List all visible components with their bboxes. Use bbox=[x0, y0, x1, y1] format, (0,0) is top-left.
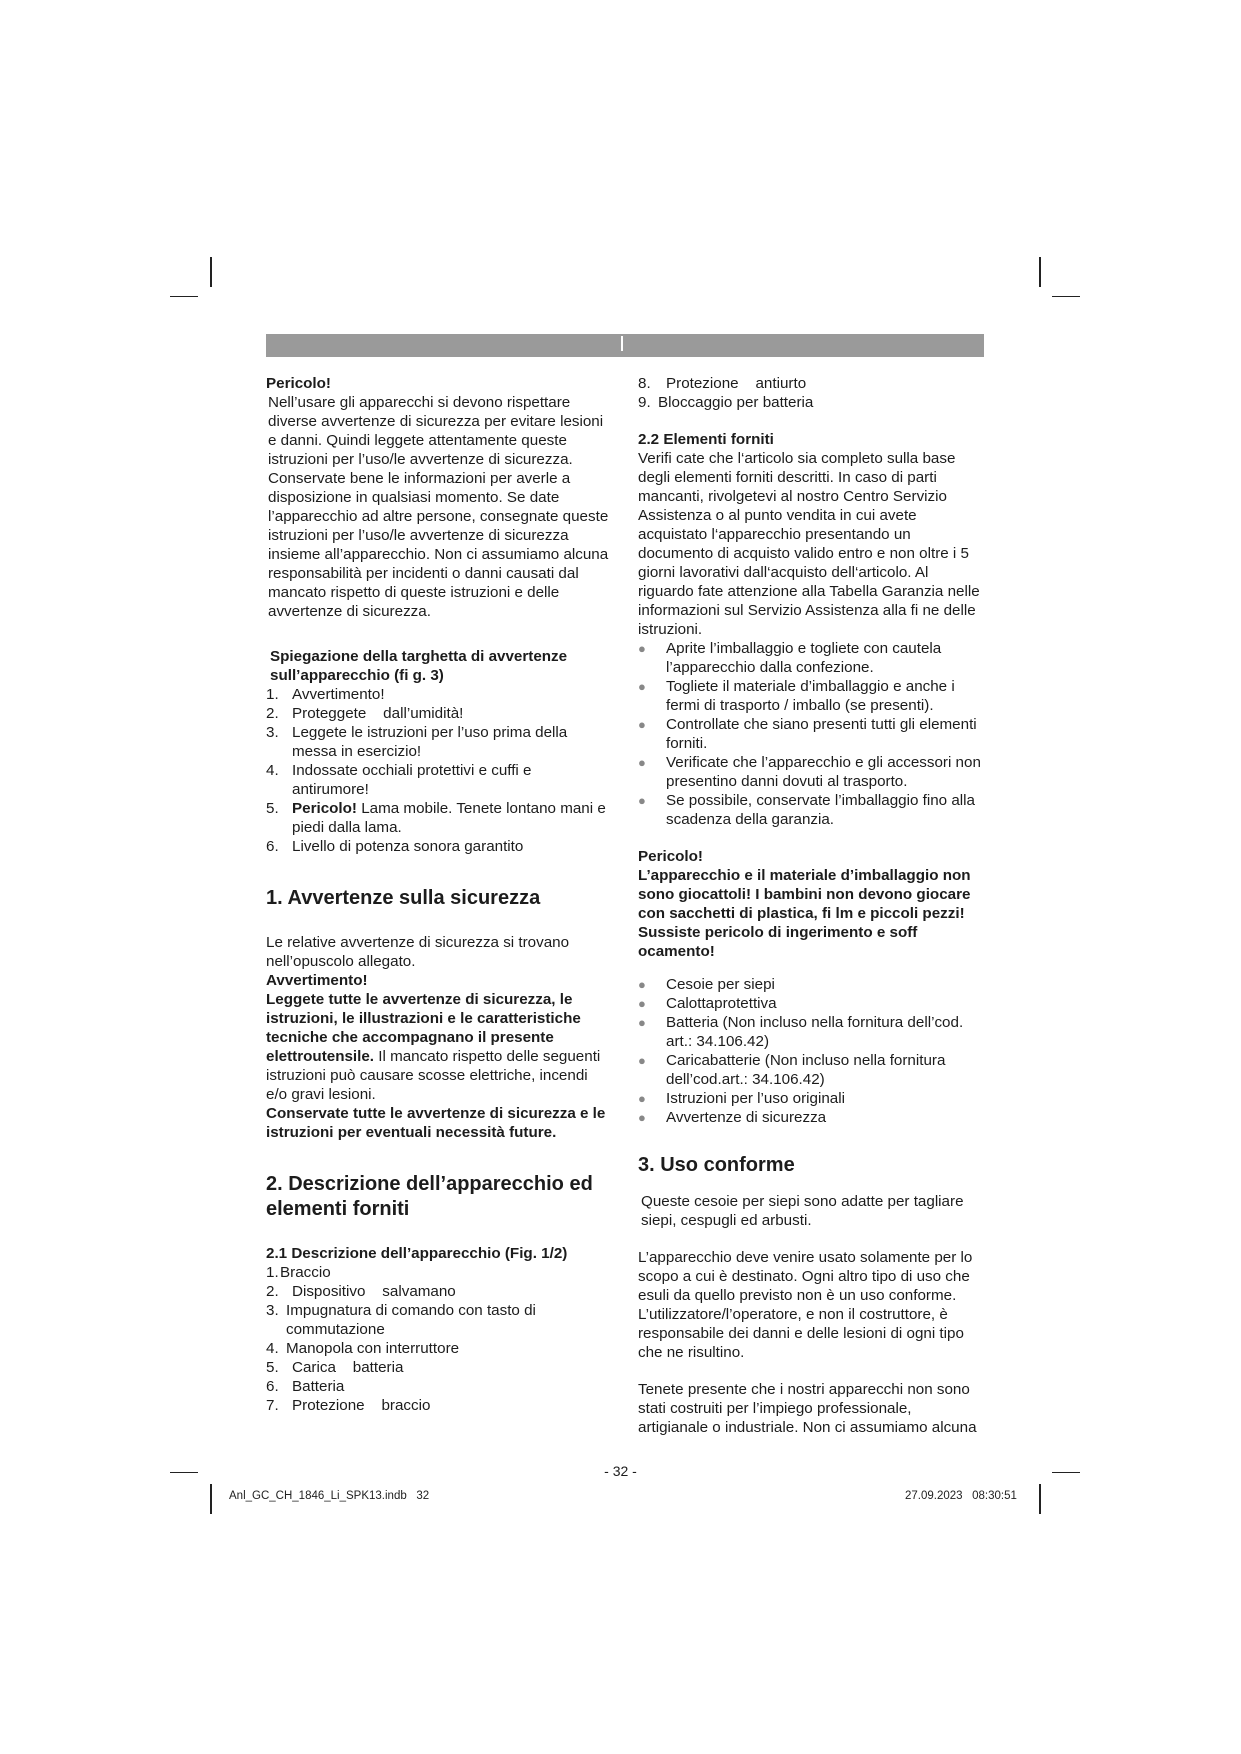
bullet-icon: ● bbox=[638, 679, 646, 694]
list-item: 6. Batteria bbox=[266, 1378, 345, 1395]
warning-paragraph: Leggete tutte le avvertenze di sicurezza, le istruzioni, le illustrazioni e le caratteristiche tecniche che accompagnano il presente elettroutensile. Il mancato rispetto delle seguenti istruzioni può causare scosse elettriche, incendi e/o gravi lesioni. bbox=[266, 991, 601, 1103]
language-marker bbox=[621, 336, 623, 351]
section-2-title: 2. Descrizione dell’apparecchio ed elementi forniti bbox=[266, 1173, 593, 1220]
crop-mark bbox=[1039, 1484, 1041, 1514]
bullet-icon: ● bbox=[638, 641, 646, 656]
bullet-icon: ● bbox=[638, 755, 646, 770]
list-item: 4. Manopola con interruttore bbox=[266, 1340, 460, 1357]
bullet-icon: ● bbox=[638, 717, 646, 732]
section-3-title: 3. Uso conforme bbox=[638, 1154, 795, 1176]
label-title: Spiegazione della targhetta di avvertenze sull’apparecchio (fi g. 3) bbox=[270, 648, 568, 684]
section-3-p3: Tenete presente che i nostri apparecchi non sono stati costruiti per l’impiego professionale, artigianale o industriale. Non ci assumiamo alcuna bbox=[638, 1381, 977, 1436]
parts-list-continued bbox=[638, 374, 984, 412]
bullet-icon: ● bbox=[638, 996, 646, 1011]
footer-file: Anl_GC_CH_1846_Li_SPK13.indb 32 bbox=[229, 1490, 430, 1502]
list-item: ● Cesoie per siepi bbox=[638, 976, 775, 993]
label-list bbox=[266, 685, 612, 856]
danger-text: Nell’usare gli apparecchi si devono rispettare diverse avvertenze di sicurezza per evitare lesioni e danni. Quindi leggete attentamente queste istruzioni per l’uso/le avvertenze di sicurezza. Conservate bene le informazioni per averle a disposizione in qualsiasi momento. Se date l’apparecchio ad altre persone, consegnate queste istruzioni per l’uso/le avvertenze di sicurezza insieme all’apparecchio. Non ci assumiamo alcuna responsabilità per incidenti o danni causati dal mancato rispetto di queste istruzioni e delle avvertenze di sicurezza. bbox=[268, 394, 609, 620]
footer-timestamp: 27.09.2023 08:30:51 bbox=[905, 1490, 1017, 1502]
crop-mark bbox=[210, 1484, 212, 1514]
list-item: ● Istruzioni per l’uso originali bbox=[638, 1090, 845, 1107]
unpack-steps bbox=[638, 639, 984, 829]
crop-mark bbox=[210, 257, 212, 287]
crop-mark bbox=[170, 296, 198, 297]
list-item: 1. Avvertimento! bbox=[266, 686, 385, 703]
crop-mark bbox=[1039, 257, 1041, 287]
list-item: 8. Protezione antiurto bbox=[638, 375, 807, 392]
bullet-icon: ● bbox=[638, 977, 646, 992]
list-item: ● Caricabatterie (Non incluso nella fornitura dell’cod.art.: 34.106.42) bbox=[638, 1052, 946, 1088]
bullet-icon: ● bbox=[638, 1015, 646, 1030]
section-2-2-title: 2.2 Elementi forniti bbox=[638, 431, 774, 448]
section-3-p2: L’apparecchio deve venire usato solamente per lo scopo a cui è destinato. Ogni altro tipo di uso che esuli da quello previsto non è un uso conforme. L’utilizzatore/l’operatore, e non il costruttore, è responsabile dei danni e delle lesioni di ogni tipo che ne risultino. bbox=[638, 1249, 973, 1361]
parts-list bbox=[266, 1263, 612, 1415]
bullet-icon: ● bbox=[638, 1053, 646, 1068]
header-band bbox=[266, 334, 984, 357]
bullet-icon: ● bbox=[638, 1091, 646, 1106]
warning-title: Avvertimento! bbox=[266, 972, 368, 989]
bullet-icon: ● bbox=[638, 1110, 646, 1125]
section-1-text: Le relative avvertenze di sicurezza si trovano nell’opuscolo allegato. bbox=[266, 934, 570, 970]
list-item: 9. Bloccaggio per batteria bbox=[638, 394, 814, 411]
bullet-icon: ● bbox=[638, 793, 646, 808]
list-item: 4. Indossate occhiali protettivi e cuffi e antirumore! bbox=[266, 762, 532, 798]
list-item: ● Aprite l’imballaggio e togliete con cautela l’apparecchio dalla confezione. bbox=[638, 640, 942, 676]
list-item: ● Verificate che l’apparecchio e gli accessori non presentino danni dovuti al trasporto. bbox=[638, 754, 981, 790]
section-3-p1: Queste cesoie per siepi sono adatte per tagliare siepi, cespugli ed arbusti. bbox=[641, 1193, 964, 1229]
danger-text-2: L’apparecchio e il materiale d’imballaggio non sono giocattoli! I bambini non devono giocare con sacchetti di plastica, fi lm e piccoli pezzi! Sussiste pericolo di ingerimento e soff ocamento! bbox=[638, 867, 971, 960]
warning-keep: Conservate tutte le avvertenze di sicurezza e le istruzioni per eventuali necessità future. bbox=[266, 1105, 606, 1141]
supplied-items bbox=[638, 975, 984, 1127]
list-item: 2. Dispositivo salvamano bbox=[266, 1283, 456, 1300]
right-column bbox=[638, 374, 984, 1437]
section-1-title: 1. Avvertenze sulla sicurezza bbox=[266, 887, 541, 909]
danger-title: Pericolo! bbox=[266, 375, 331, 392]
list-item: ● Avvertenze di sicurezza bbox=[638, 1109, 827, 1126]
section-2-2-text: Verifi cate che l‘articolo sia completo sulla base degli elementi forniti descritti. In caso di parti mancanti, rivolgetevi al nostro Centro Servizio Assistenza o al punto vendita in cui avete acquistato l‘apparecchio presentando un documento di acquisto valido entro e non oltre i 5 giorni lavorativi dall‘acquisto dell‘articolo. Al riguardo fate attenzione alla Tabella Garanzia nelle informazioni sul Servizio Assistenza alla fi ne delle istruzioni. bbox=[638, 450, 980, 638]
list-item: 3. Impugnatura di comando con tasto di commutazione bbox=[266, 1302, 536, 1338]
list-item: ● Calottaprotettiva bbox=[638, 995, 777, 1012]
list-item: 5. Pericolo! Lama mobile. Tenete lontano mani e piedi dalla lama. bbox=[266, 800, 606, 836]
list-item: 1. Braccio bbox=[266, 1264, 331, 1281]
list-item: 6. Livello di potenza sonora garantito bbox=[266, 838, 524, 855]
list-item: 5. Carica batteria bbox=[266, 1359, 404, 1376]
list-item: ● Batteria (Non incluso nella fornitura dell’cod. art.: 34.106.42) bbox=[638, 1014, 964, 1050]
section-2-1-title: 2.1 Descrizione dell’apparecchio (Fig. 1/2) bbox=[266, 1245, 568, 1262]
list-item: ● Se possibile, conservate l’imballaggio fino alla scadenza della garanzia. bbox=[638, 792, 975, 828]
page-number: - 32 - bbox=[604, 1463, 637, 1479]
list-item: 3. Leggete le istruzioni per l’uso prima della messa in esercizio! bbox=[266, 724, 568, 760]
list-item: ● Controllate che siano presenti tutti gli elementi forniti. bbox=[638, 716, 977, 752]
list-item: ● Togliete il materiale d’imballaggio e anche i fermi di trasporto / imballo (se presenti). bbox=[638, 678, 955, 714]
danger-title-2: Pericolo! bbox=[638, 848, 703, 865]
list-item: 7. Protezione braccio bbox=[266, 1397, 431, 1414]
list-item: 2. Proteggete dall’umidità! bbox=[266, 705, 464, 722]
left-column bbox=[266, 374, 612, 1415]
crop-mark bbox=[1052, 296, 1080, 297]
